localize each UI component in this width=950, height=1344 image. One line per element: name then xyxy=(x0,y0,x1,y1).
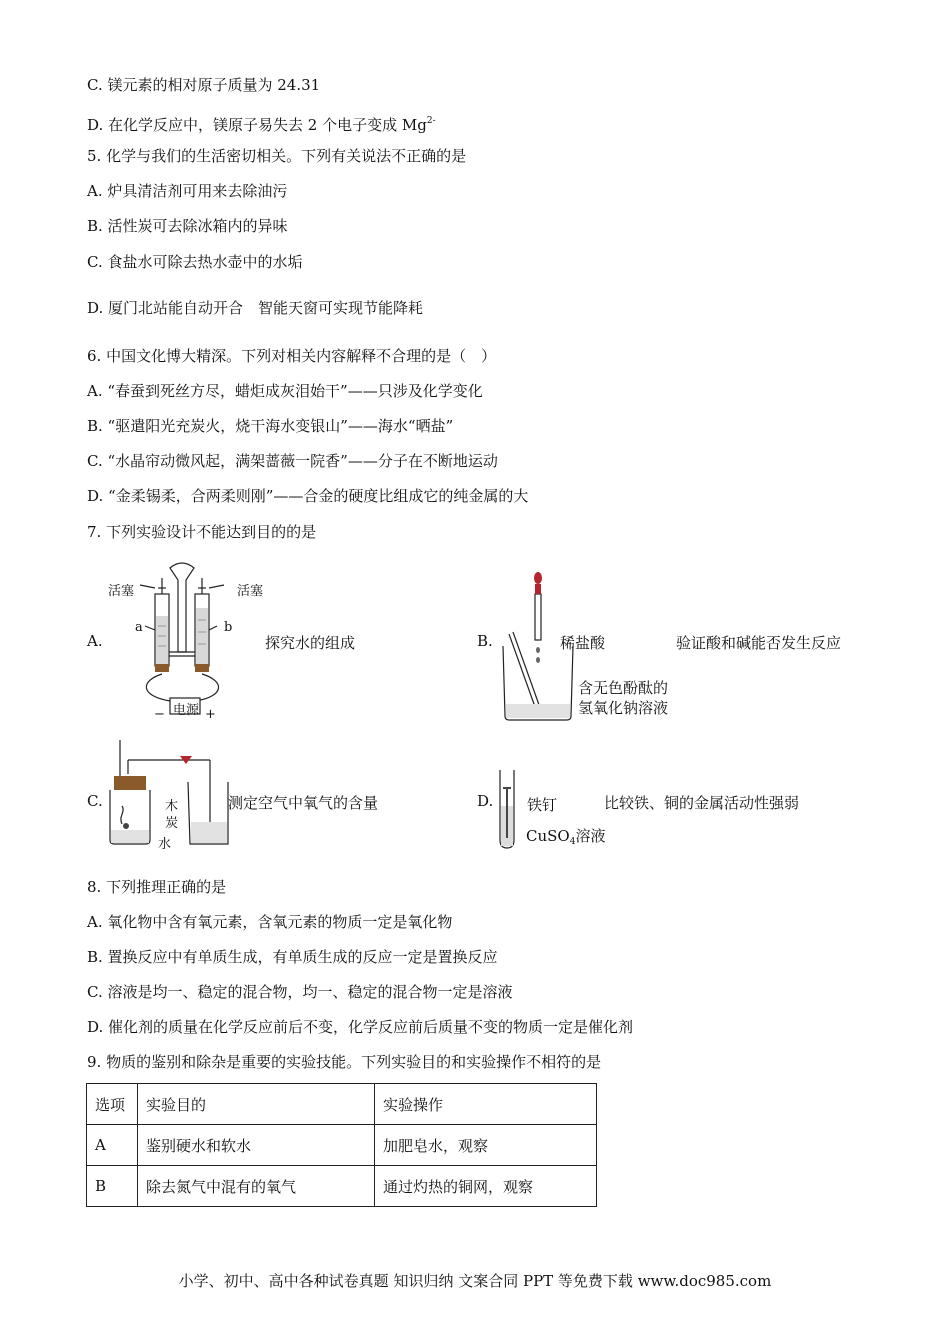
q5-option-b: B. 活性炭可去除冰箱内的异味 xyxy=(87,217,288,235)
cuso4-subscript: 4 xyxy=(569,837,576,847)
q7-option-c-letter: C. xyxy=(87,792,103,810)
test-tube-nail-figure xyxy=(494,768,524,850)
q8-stem: 8. 下列推理正确的是 xyxy=(87,878,227,896)
phenolphthalein-label-1: 含无色酚酞的 xyxy=(578,679,669,697)
row-option-cell: B xyxy=(87,1166,138,1207)
q6-option-d: D. “金柔锡柔，合两柔则刚”——合金的硬度比组成它的纯金属的大 xyxy=(87,487,529,505)
q6-option-b: B. “驱遣阳光充炭火，烧干海水变银山”——海水“晒盐” xyxy=(87,417,454,435)
q7-option-b-letter: B. xyxy=(477,632,493,650)
iron-nail-label: 铁钉 xyxy=(527,796,558,814)
cuso4-suffix: 溶液 xyxy=(575,827,606,845)
stopcock-right-label: 活塞 xyxy=(237,584,264,599)
table-header-row xyxy=(87,1084,597,1125)
table-row xyxy=(87,1166,597,1207)
q4-option-d-text: D. 在化学反应中，镁原子易失去 2 个电子变成 Mg xyxy=(87,116,427,134)
q7-option-d-letter: D. xyxy=(477,792,494,810)
power-supply-label: 电源 xyxy=(173,703,200,718)
charcoal-label-1: 木 xyxy=(165,799,179,814)
q7-option-d-desc: 比较铁、铜的金属活动性强弱 xyxy=(604,794,800,812)
q6-option-a: A. “春蚕到死丝方尽，蜡炬成灰泪始干”——只涉及化学变化 xyxy=(87,382,483,400)
q6-option-c: C. “水晶帘动微风起，满架蔷薇一院香”——分子在不断地运动 xyxy=(87,452,498,470)
q8-option-a: A. 氧化物中含有氧元素，含氧元素的物质一定是氧化物 xyxy=(87,913,453,931)
tube-b-label: b xyxy=(224,620,233,635)
cuso4-formula: CuSO xyxy=(526,827,570,845)
q7-stem: 7. 下列实验设计不能达到目的的是 xyxy=(87,523,317,541)
row-purpose-cell: 鉴别硬水和软水 xyxy=(138,1125,375,1166)
page-footer: 小学、初中、高中各种试卷真题 知识归纳 文案合同 PPT 等免费下载 www.doc985.com xyxy=(178,1272,772,1290)
q5-stem: 5. 化学与我们的生活密切相关。下列有关说法不正确的是 xyxy=(87,147,467,165)
q4-option-d-charge: 2- xyxy=(426,116,436,126)
q7-option-a-desc: 探究水的组成 xyxy=(265,634,356,652)
q7-option-a-letter: A. xyxy=(87,632,103,650)
q6-stem: 6. 中国文化博大精深。下列对相关内容解释不合理的是（ ） xyxy=(87,347,497,365)
q8-option-d: D. 催化剂的质量在化学反应前后不变，化学反应前后质量不变的物质一定是催化剂 xyxy=(87,1018,634,1036)
row-option-cell: A xyxy=(87,1125,138,1166)
q4-option-d xyxy=(87,111,436,135)
header-cell-purpose: 实验目的 xyxy=(138,1084,375,1125)
water-label: 水 xyxy=(158,837,172,852)
power-plus-label: + xyxy=(205,707,216,722)
q7-option-c-desc: 测定空气中氧气的含量 xyxy=(228,794,379,812)
table-row xyxy=(87,1125,597,1166)
row-purpose-cell: 除去氮气中混有的氧气 xyxy=(138,1166,375,1207)
q9-options-table xyxy=(86,1083,597,1207)
tube-a-label: a xyxy=(135,620,143,635)
q7-option-b-desc: 验证酸和碱能否发生反应 xyxy=(676,634,842,652)
q5-option-d: D. 厦门北站能自动开合 智能天窗可实现节能降耗 xyxy=(87,299,424,317)
power-minus-label: − xyxy=(154,707,165,722)
q5-option-c: C. 食盐水可除去热水壶中的水垢 xyxy=(87,253,303,271)
q4-option-c: C. 镁元素的相对原子质量为 24.31 xyxy=(87,76,321,94)
q8-option-b: B. 置换反应中有单质生成，有单质生成的反应一定是置换反应 xyxy=(87,948,498,966)
dilute-hcl-label: 稀盐酸 xyxy=(560,634,606,652)
q9-stem: 9. 物质的鉴别和除杂是重要的实验技能。下列实验目的和实验操作不相符的是 xyxy=(87,1053,602,1071)
cuso4-solution-label xyxy=(526,825,605,847)
q8-option-c: C. 溶液是均一、稳定的混合物，均一、稳定的混合物一定是溶液 xyxy=(87,983,513,1001)
header-cell-operation: 实验操作 xyxy=(375,1084,597,1125)
stopcock-left-label: 活塞 xyxy=(108,584,135,599)
phenolphthalein-label-2: 氢氧化钠溶液 xyxy=(578,699,669,717)
row-operation-cell: 加肥皂水，观察 xyxy=(375,1125,597,1166)
q5-option-a: A. 炉具清洁剂可用来去除油污 xyxy=(87,182,288,200)
header-cell-option: 选项 xyxy=(87,1084,138,1125)
charcoal-label-2: 炭 xyxy=(165,816,179,831)
row-operation-cell: 通过灼热的铜网，观察 xyxy=(375,1166,597,1207)
